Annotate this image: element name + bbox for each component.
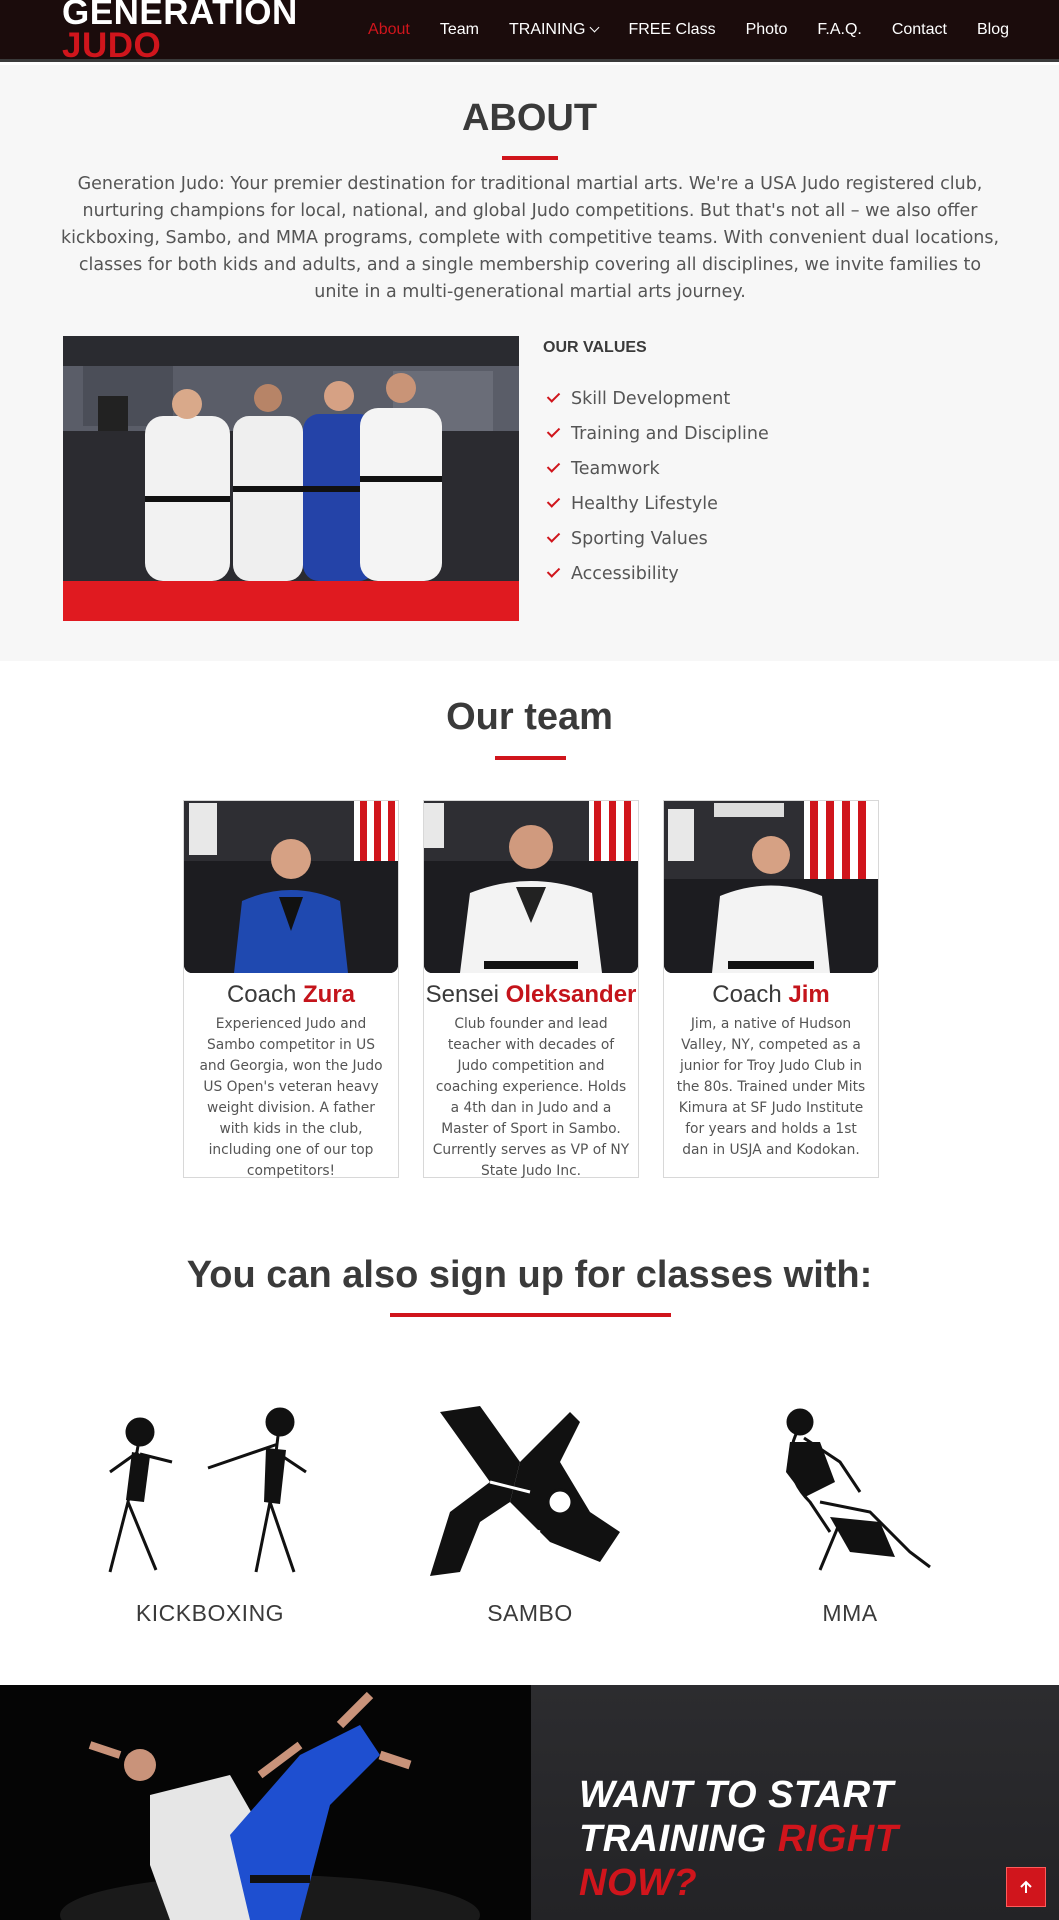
arrow-up-icon [1018, 1879, 1034, 1895]
about-title: ABOUT [461, 97, 598, 139]
nav-team[interactable]: Team [439, 21, 479, 38]
values-list [546, 381, 769, 591]
about-description: Generation Judo: Your premier destination for traditional martial arts. We're a USA Judo registered club, nurturing champions for local, national, and global Judo competitions. But that's not all – we also offer kickboxing, Sambo, and MMA programs, complete with competitive teams. With convenient dual locations, classes for both kids and adults, and a single membership covering all disciplines, we invite families to unite in a multi-generational martial arts journey. [60, 174, 1000, 302]
team-member-name [664, 981, 878, 1009]
value-label: Training and Discipline [571, 423, 769, 444]
name-prefix: Sensei [425, 981, 499, 1008]
cta-headline [579, 1773, 898, 1905]
chevron-down-icon [590, 23, 600, 33]
value-label: Teamwork [571, 458, 660, 479]
kickboxing-illustration [80, 1392, 340, 1580]
class-sambo[interactable] [400, 1392, 660, 1627]
check-icon [547, 564, 560, 577]
cta-line-1: WANT TO START [579, 1774, 894, 1816]
cta-line-2-red: RIGHT [777, 1818, 899, 1860]
team-member-name [424, 981, 638, 1009]
value-label: Accessibility [571, 563, 679, 584]
value-label: Skill Development [571, 388, 731, 409]
nav-about[interactable]: About [368, 21, 410, 38]
team-title-underline [495, 756, 566, 760]
main-nav [368, 21, 1009, 39]
mma-illustration [720, 1392, 980, 1580]
nav-faq[interactable]: F.A.Q. [817, 21, 862, 38]
nav-free-class[interactable]: FREE Class [628, 21, 716, 38]
about-section [0, 65, 1059, 661]
coach-zura-photo [184, 801, 398, 973]
class-kickboxing[interactable] [80, 1392, 340, 1627]
class-label: SAMBO [487, 1600, 573, 1626]
coaches-group-photo [63, 336, 519, 621]
team-card-jim [663, 800, 879, 1178]
nav-blog[interactable]: Blog [976, 21, 1009, 38]
team-member-name [184, 981, 398, 1009]
team-title: Our team [446, 696, 613, 738]
list-item [546, 416, 769, 451]
cta-panel [531, 1685, 1059, 1920]
team-card-zura [183, 800, 399, 1178]
value-label: Sporting Values [571, 528, 708, 549]
list-item [546, 451, 769, 486]
cta-line-2-white: TRAINING [579, 1818, 767, 1860]
name-highlight: Zura [303, 981, 356, 1008]
check-icon [547, 459, 560, 472]
cta-judo-throw-photo [0, 1685, 531, 1920]
list-item [546, 381, 769, 416]
team-member-bio: Experienced Judo and Sambo competitor in US and Georgia, won the Judo US Open's veteran heavy weight division. A father with kids in the club, including one of our top competitors! [199, 1016, 383, 1179]
nav-training-dropdown[interactable] [509, 21, 598, 39]
class-label: MMA [822, 1600, 878, 1626]
name-prefix: Coach [712, 981, 782, 1008]
name-highlight: Oleksander [505, 981, 637, 1008]
back-to-top-button[interactable] [1006, 1867, 1046, 1907]
nav-photo[interactable]: Photo [745, 21, 788, 38]
value-label: Healthy Lifestyle [571, 493, 718, 514]
classes-title-underline [390, 1313, 671, 1317]
values-title: OUR VALUES [543, 339, 647, 356]
nav-training-label: TRAINING [508, 21, 586, 38]
name-prefix: Coach [226, 981, 297, 1008]
cta-line-2 [579, 1817, 898, 1861]
name-highlight: Jim [788, 981, 830, 1008]
about-title-underline [502, 156, 558, 160]
nav-contact[interactable]: Contact [891, 21, 947, 38]
logo-line-generation: GENERATION [62, 0, 298, 32]
team-card-oleksander [423, 800, 639, 1178]
class-mma[interactable] [720, 1392, 980, 1627]
check-icon [547, 424, 560, 437]
list-item [546, 486, 769, 521]
team-member-bio: Jim, a native of Hudson Valley, NY, competed as a junior for Troy Judo Club in the 80s. Trained under Mits Kimura at SF Judo Institute for years and holds a 1st dan in USJA and Kodokan. [676, 1016, 866, 1158]
site-logo[interactable] [62, 0, 298, 65]
logo-line-judo: JUDO [62, 26, 162, 65]
coach-jim-photo [664, 801, 878, 973]
sensei-oleksander-photo [424, 801, 638, 973]
classes-title: You can also sign up for classes with: [186, 1254, 873, 1296]
list-item [546, 521, 769, 556]
top-navbar [0, 0, 1059, 65]
class-label: KICKBOXING [135, 1600, 285, 1626]
check-icon [547, 389, 560, 402]
team-member-bio: Club founder and lead teacher with decades of Judo competition and coaching experience. Holds a 4th dan in Judo and a Master of Sport in Sambo. Currently serves as VP of NY State Judo Inc. [432, 1016, 630, 1179]
sambo-illustration [400, 1392, 660, 1580]
check-icon [547, 529, 560, 542]
check-icon [547, 494, 560, 507]
list-item [546, 556, 769, 591]
cta-line-3: NOW? [579, 1862, 698, 1904]
